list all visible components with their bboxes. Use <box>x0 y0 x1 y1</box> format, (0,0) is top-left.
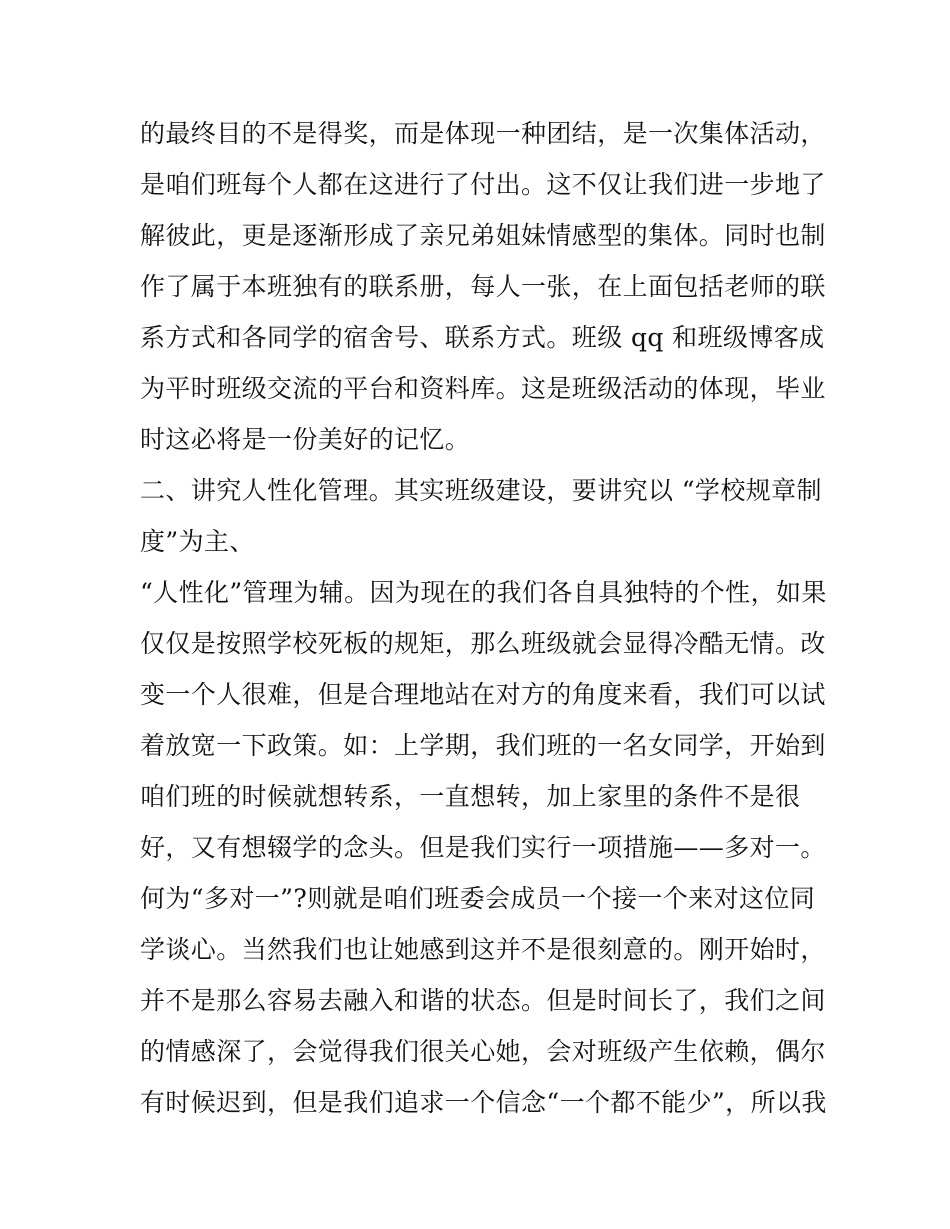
text-line: 度”为主、 <box>140 527 255 556</box>
text-line: 变一个人很难，但是合理地站在对方的角度来看，我们可以试 <box>140 680 826 709</box>
text-line: 学谈心。当然我们也让她感到这并不是很刻意的。刚开始时， <box>140 935 826 964</box>
text-line: 并不是那么容易去融入和谐的状态。但是时间长了，我们之间 <box>140 986 826 1015</box>
text-line: 的最终目的不是得奖，而是体现一种团结，是一次集体活动， <box>140 119 826 148</box>
text-line: “人性化”管理为辅。因为现在的我们各自具独特的个性，如果 <box>140 578 827 607</box>
text-line: 是咱们班每个人都在这进行了付出。这不仅让我们进一步地了 <box>140 170 826 199</box>
text-line: 何为“多对一”?则就是咱们班委会成员一个接一个来对这位同 <box>140 884 816 913</box>
text-line: 的情感深了，会觉得我们很关心她，会对班级产生依赖，偶尔 <box>140 1037 826 1066</box>
text-line: 有时候迟到，但是我们追求一个信念“一个都不能少”，所以我 <box>140 1088 827 1117</box>
text-line: 作了属于本班独有的联系册，每人一张，在上面包括老师的联 <box>140 272 826 301</box>
body-text <box>140 108 830 1128</box>
text-line: 好，又有想辍学的念头。但是我们实行一项措施——多对一。 <box>140 833 826 862</box>
text-line: 系方式和各同学的宿舍号、联系方式。班级 qq 和班级博客成 <box>140 323 825 352</box>
text-line: 为平时班级交流的平台和资料库。这是班级活动的体现，毕业 <box>140 374 826 403</box>
text-line: 仅仅是按照学校死板的规矩，那么班级就会显得冷酷无情。改 <box>140 629 826 658</box>
section-heading-line: 二、讲究人性化管理。其实班级建设，要讲究以 “学校规章制 <box>140 476 822 505</box>
text-line: 解彼此，更是逐渐形成了亲兄弟姐妹情感型的集体。同时也制 <box>140 221 826 250</box>
text-line: 咱们班的时候就想转系，一直想转，加上家里的条件不是很 <box>140 782 801 811</box>
text-line: 着放宽一下政策。如：上学期，我们班的一名女同学，开始到 <box>140 731 826 760</box>
text-line: 时这必将是一份美好的记忆。 <box>140 425 471 454</box>
